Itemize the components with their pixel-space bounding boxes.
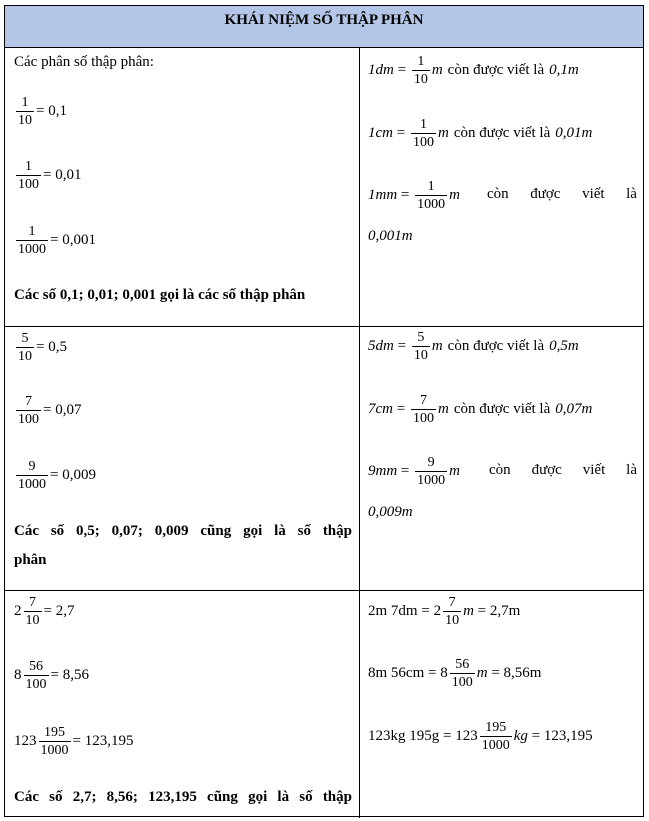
- word: còn: [489, 462, 511, 478]
- unit: m: [437, 401, 449, 417]
- decimal-result: 0,001: [62, 232, 96, 248]
- fraction-equation: [14, 223, 96, 258]
- whole-part: 2: [433, 603, 442, 619]
- fraction-equation: [14, 458, 96, 493]
- unit: m: [449, 463, 460, 479]
- unit-lhs: 1dm: [368, 62, 394, 78]
- unit: m: [437, 125, 449, 141]
- decimal-result: 2,7m: [489, 603, 521, 619]
- fraction: [16, 393, 41, 428]
- fraction: [24, 594, 42, 629]
- denominator: 1000: [18, 477, 46, 492]
- unit-conversion: [368, 656, 541, 691]
- whole-part: 123: [455, 728, 478, 744]
- denominator: 1000: [18, 242, 46, 257]
- mixed-number-equation: [14, 724, 133, 759]
- equals-sign: =: [473, 603, 490, 619]
- equals-sign: =: [36, 103, 49, 119]
- unit-conversion: [368, 594, 520, 629]
- denominator: 10: [445, 613, 460, 628]
- fraction: [16, 94, 34, 129]
- denominator: 100: [451, 675, 473, 690]
- whole-part: 123: [14, 733, 37, 749]
- word: là: [626, 462, 637, 478]
- fraction: [412, 329, 430, 364]
- row2-conclusion-cont: phân: [14, 552, 47, 568]
- numerator: 7: [29, 595, 36, 610]
- decimal-result: 123,195: [84, 733, 134, 749]
- fraction: [411, 392, 436, 427]
- fraction-equation: [14, 158, 81, 193]
- decimal-result: 123,195: [543, 728, 593, 744]
- fractions-intro: Các phân số thập phân:: [14, 54, 154, 70]
- fraction: [443, 594, 461, 629]
- denominator: 10: [18, 113, 32, 128]
- mixed-number-equation: [14, 594, 74, 629]
- conversion-text: còn được viết là: [447, 338, 545, 354]
- equals-sign: =: [393, 125, 409, 141]
- fraction: [415, 454, 447, 489]
- equals-sign: =: [439, 728, 456, 744]
- unit-conversion: [368, 329, 579, 364]
- unit-conversion: [368, 116, 592, 151]
- equals-sign: =: [50, 232, 63, 248]
- numerator: 5: [417, 330, 425, 345]
- row3-conclusion: Các số 2,7; 8,56; 123,195 cũng gọi là số thập: [14, 789, 352, 805]
- unit-conversion: [368, 719, 593, 754]
- fraction: [412, 53, 430, 88]
- denominator: 1000: [417, 197, 446, 212]
- numerator: 1: [21, 95, 29, 110]
- word: được: [531, 462, 562, 478]
- fraction: [39, 724, 71, 759]
- numerator: 195: [44, 725, 65, 740]
- unit-lhs: 9mm: [368, 463, 398, 479]
- column-divider: [359, 48, 360, 818]
- unit-conversion: [368, 392, 592, 427]
- numerator: 7: [25, 394, 32, 409]
- row1-conclusion: Các số 0,1; 0,01; 0,001 gọi là các số thập phân: [14, 287, 306, 303]
- numerator: 1: [419, 117, 427, 132]
- unit-conversion: [368, 454, 460, 489]
- numerator: 5: [21, 331, 29, 346]
- word: viết: [582, 186, 605, 202]
- decimal-value: 0,5m: [549, 338, 579, 354]
- decimal-result: 0,009: [62, 467, 96, 483]
- equals-sign: =: [397, 463, 414, 479]
- denominator: 100: [18, 412, 39, 427]
- unit: kg: [513, 728, 528, 744]
- numerator: 1: [427, 179, 435, 194]
- numerator: 195: [485, 720, 507, 735]
- unit-conversion: [368, 178, 460, 213]
- denominator: 100: [412, 411, 434, 426]
- conversion-text: còn được viết là: [453, 401, 551, 417]
- fraction: [411, 116, 436, 151]
- equals-sign: =: [50, 467, 63, 483]
- fraction-equation: [14, 393, 81, 428]
- whole-part: 8: [14, 667, 22, 683]
- fraction: [16, 158, 41, 193]
- whole-part: 2: [14, 603, 22, 619]
- decimal-result: 8,56: [62, 667, 89, 683]
- fraction: [16, 330, 34, 365]
- denominator: 100: [412, 135, 434, 150]
- denominator: 10: [413, 348, 428, 363]
- numerator: 9: [28, 459, 36, 474]
- unit: m: [431, 62, 443, 78]
- equals-sign: =: [43, 402, 56, 418]
- denominator: 100: [18, 177, 39, 192]
- word: được: [530, 186, 561, 202]
- equals-sign: =: [393, 401, 409, 417]
- equals-sign: =: [397, 187, 414, 203]
- decimal-value: 0,07m: [555, 401, 593, 417]
- denominator: 1000: [40, 743, 69, 758]
- unit: m: [476, 665, 488, 681]
- unit-lhs: 2m 7dm: [368, 603, 418, 619]
- fraction: [415, 178, 447, 213]
- conversion-text: còn được viết là: [453, 125, 551, 141]
- decimal-value: 0,009m: [368, 504, 413, 520]
- equals-sign: =: [72, 733, 85, 749]
- denominator: 10: [413, 72, 428, 87]
- equals-sign: =: [43, 603, 56, 619]
- decimal-result: 0,5: [48, 339, 67, 355]
- word: còn: [487, 186, 509, 202]
- unit-lhs: 5dm: [368, 338, 394, 354]
- unit-lhs: 1cm: [368, 125, 393, 141]
- fraction-equation: [14, 94, 67, 129]
- numerator: 56: [29, 659, 43, 674]
- unit-conversion: [368, 53, 579, 88]
- fraction: [16, 458, 48, 493]
- unit-lhs: 7cm: [368, 401, 393, 417]
- denominator: 100: [25, 677, 47, 692]
- numerator: 56: [455, 657, 470, 672]
- word: viết: [582, 462, 606, 478]
- denominator: 10: [18, 349, 32, 364]
- row2-conclusion: Các số 0,5; 0,07; 0,009 cũng gọi là số thập: [14, 523, 352, 539]
- equals-sign: =: [527, 728, 544, 744]
- equals-sign: =: [417, 603, 434, 619]
- denominator: 10: [25, 613, 40, 628]
- unit: m: [449, 187, 460, 203]
- decimal-result: 8,56m: [503, 665, 542, 681]
- decimal-value: 0,01m: [555, 125, 593, 141]
- equals-sign: =: [43, 167, 56, 183]
- unit: m: [431, 338, 443, 354]
- equals-sign: =: [487, 665, 504, 681]
- denominator: 1000: [417, 473, 446, 488]
- fraction-equation: [14, 330, 67, 365]
- fraction: [16, 223, 48, 258]
- denominator: 1000: [481, 738, 510, 753]
- row-divider: [5, 326, 643, 327]
- justified-text: [487, 186, 637, 203]
- numerator: 1: [417, 54, 425, 69]
- numerator: 1: [25, 159, 32, 174]
- numerator: 7: [448, 595, 456, 610]
- decimal-result: 0,1: [48, 103, 67, 119]
- unit-lhs: 1mm: [368, 187, 398, 203]
- table-title: KHÁI NIỆM SỐ THẬP PHÂN: [5, 6, 643, 48]
- equals-sign: =: [424, 665, 441, 681]
- decimal-value: 0,001m: [368, 228, 413, 244]
- equals-sign: =: [36, 339, 49, 355]
- equals-sign: =: [50, 667, 63, 683]
- row-divider: [5, 590, 643, 591]
- equals-sign: =: [393, 338, 410, 354]
- numerator: 9: [427, 455, 435, 470]
- unit-lhs: 8m 56cm: [368, 665, 425, 681]
- decimal-result: 0,01: [55, 167, 82, 183]
- mixed-number-equation: [14, 658, 89, 693]
- decimal-result: 2,7: [55, 603, 75, 619]
- concept-table: [4, 5, 644, 817]
- numerator: 7: [419, 393, 427, 408]
- numerator: 1: [28, 224, 36, 239]
- fraction: [450, 656, 475, 691]
- justified-text: [489, 462, 637, 479]
- unit-lhs: 123kg 195g: [368, 728, 440, 744]
- decimal-result: 0,07: [55, 402, 82, 418]
- word: là: [626, 186, 637, 202]
- fraction: [480, 719, 512, 754]
- fraction: [24, 658, 49, 693]
- whole-part: 8: [440, 665, 448, 681]
- equals-sign: =: [393, 62, 410, 78]
- unit: m: [463, 603, 474, 619]
- decimal-value: 0,1m: [549, 62, 579, 78]
- conversion-text: còn được viết là: [447, 62, 545, 78]
